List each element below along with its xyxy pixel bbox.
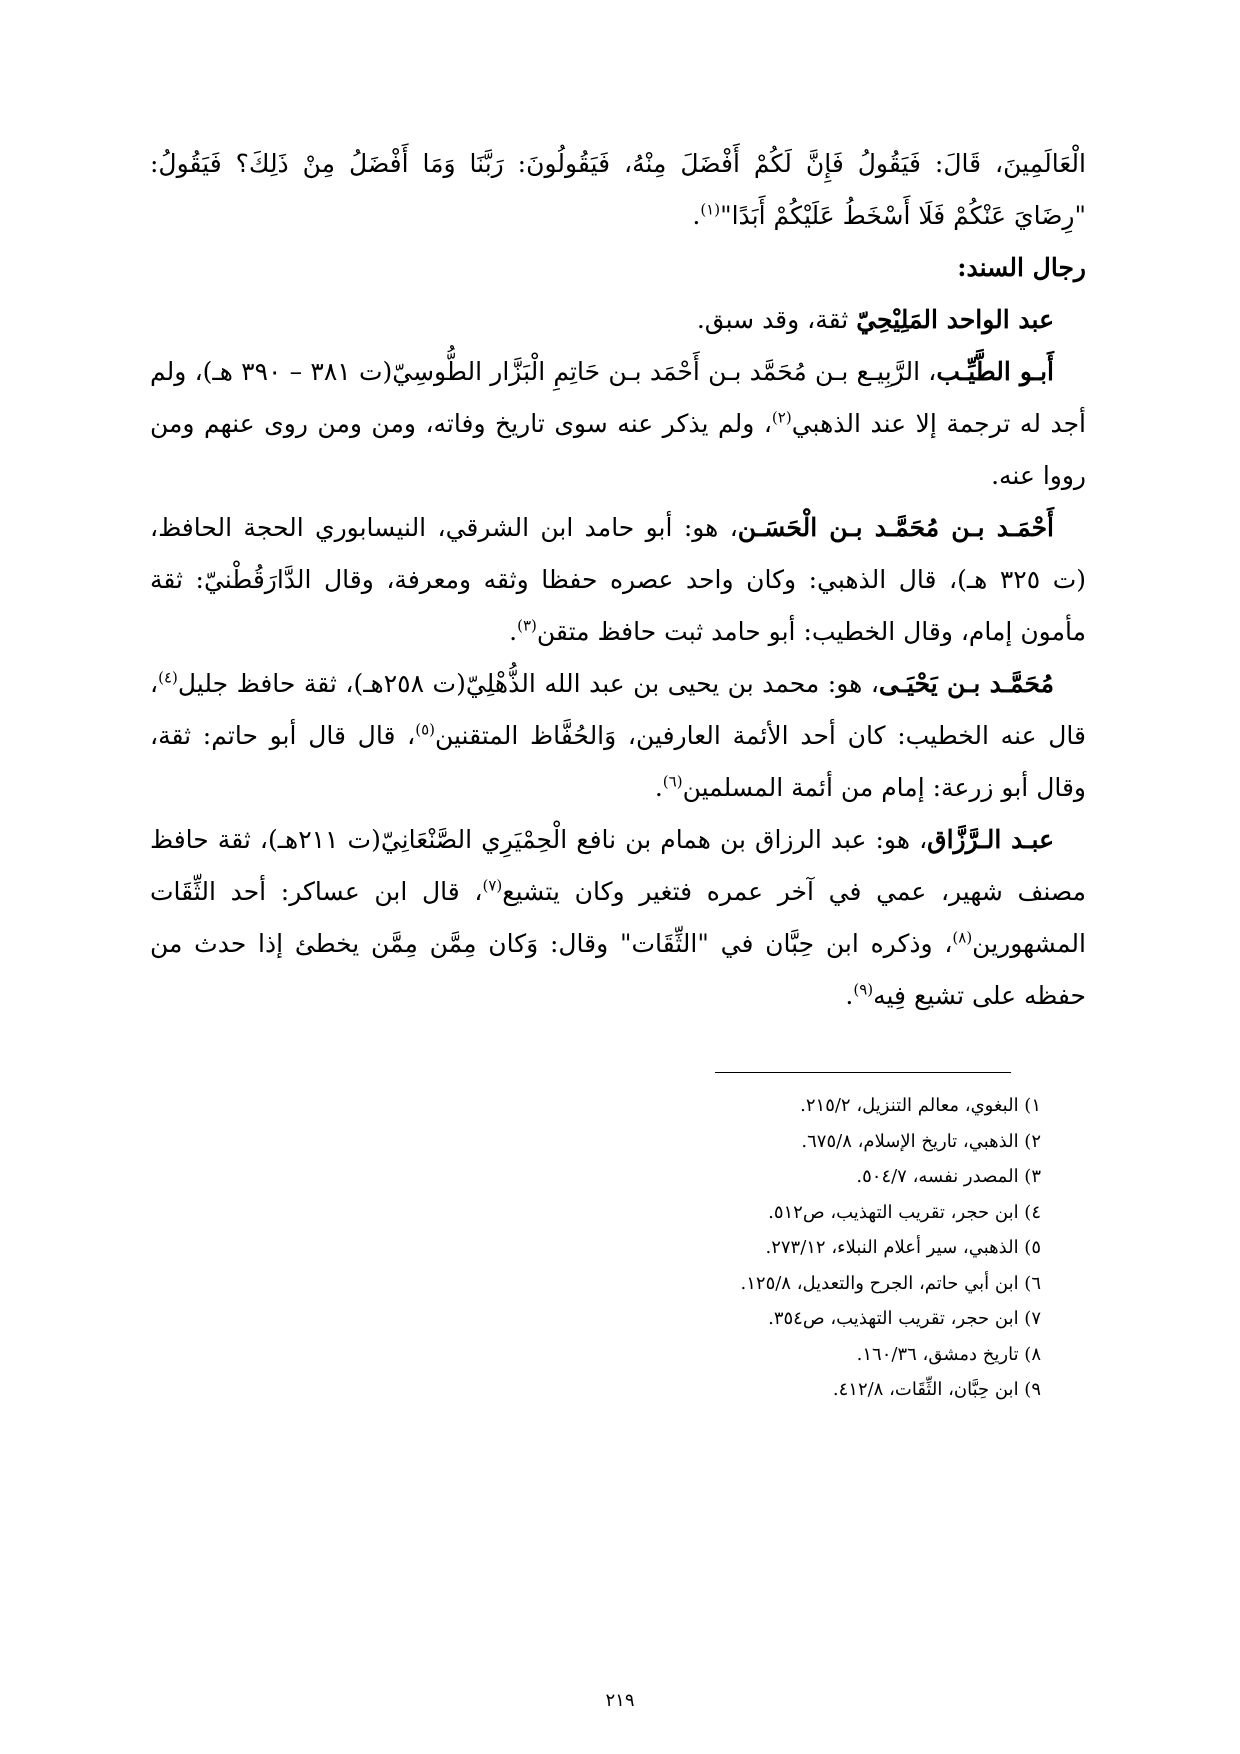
footnote-item: ٨) تاريخ دمشق، ١٦٠/٣٦. xyxy=(856,1343,1041,1365)
footnote-ref-4[interactable]: (٤) xyxy=(158,668,178,687)
intro-text: الْعَالَمِينَ، قَالَ: فَيَقُولُ فَإِنَّ لَكُمْ أَفْضَلَ مِنْهُ، فَيَقُولُونَ: رَبَّنَا وَمَا أَفْضَلُ مِنْ ذَلِكَ؟ فَيَقُولُ: "رِضَايَ عَنْكُمْ فَلَا أَسْخَطُ عَلَيْكُمْ أَبَدًا" xyxy=(150,149,1086,230)
page-body xyxy=(150,138,1086,1022)
footnote-ref-8[interactable]: (٨) xyxy=(952,928,973,947)
footnote-ref-7[interactable]: (٧) xyxy=(482,876,503,895)
narrator-end-4: . xyxy=(654,773,663,802)
narrator-text-3: ، هو: أبو حامد ابن الشرقي، النيسابوري الحجة الحافظ، (ت ٣٢٥ هـ)، قال الذهبي: وكان واحد عصره حفظا وثقه ومعرفة، وقال الدَّارَقُطْنيّ: ثقة مأمون إمام، وقال الخطيب: أبو حامد ثبت حافظ متقن xyxy=(150,513,1086,646)
narrator-text-2a: ، الرَّبِيـع بـن مُحَمَّد بـن أَحْمَد بـن حَاتِمِ الْبَزَّار الطُّوسِيّ(ت ٣٨١ – ٣٩٠ هـ)، ولم أجد له ترجمة إلا عند الذهبي xyxy=(150,357,1086,438)
footnote-ref-2[interactable]: (٢) xyxy=(771,408,792,427)
narrator-text-5a: ، هو: عبد الرزاق بن همام بن نافع الْحِمْيَرِي الصَّنْعَانِيّ(ت ٢١١هـ)، ثقة حافظ مصنف شهير، عمي في آخر عمره فتغير وكان يتشيع xyxy=(150,825,1086,906)
narrator-text-4a: ، هو: محمد بن يحيى بن عبد الله الذُّهْلِيّ(ت ٢٥٨هـ)، ثقة حافظ جليل xyxy=(177,669,879,698)
footnote-item: ٣) المصدر نفسه، ٥٠٤/٧. xyxy=(856,1166,1041,1187)
footnote-item: ٢) الذهبي، تاريخ الإسلام، ٦٧٥/٨. xyxy=(801,1130,1041,1152)
narrator-text-5c: ، وذكره ابن حِبَّان في "الثِّقَات" وقال: وَكان مِمَّن مِمَّن يخطئ إذا حدث من حفظه على تشيع فِيه xyxy=(150,929,1086,1010)
narrator-name-2: أَبـو الطَّيِّـب xyxy=(936,357,1054,386)
narrator-paragraph-1 xyxy=(150,294,1086,346)
narrator-text-5b: ، قال ابن عساكر: أحد الثِّقَات المشهورين xyxy=(150,877,1086,958)
narrator-text-4b: ، قال عنه الخطيب: كان أحد الأئمة العارفين، وَالحُفَّاظ المتقنين xyxy=(150,669,1086,750)
narrator-paragraph-2 xyxy=(150,346,1086,502)
narrator-end-5: . xyxy=(845,981,854,1010)
footnote-item: ٦) ابن أبي حاتم، الجرح والتعديل، ١٢٥/٨. xyxy=(740,1272,1041,1294)
footnote-item: ٩) ابن حِبَّان، الثِّقَات، ٤١٢/٨. xyxy=(832,1379,1041,1400)
footnote-ref-5[interactable]: (٥) xyxy=(415,720,435,739)
narrator-end-3: . xyxy=(509,617,518,646)
narrator-paragraph-4 xyxy=(150,658,1086,814)
narrator-paragraph-3 xyxy=(150,502,1086,658)
page-number: ٢١٩ xyxy=(605,1690,635,1711)
narrator-name-5: عبـد الـرَّزَّاق xyxy=(927,825,1054,854)
footnote-item: ٤) ابن حجر، تقريب التهذيب، ص٥١٢. xyxy=(768,1201,1041,1223)
narrator-text-2b: ، ولم يذكر عنه سوى تاريخ وفاته، ومن ومن روى عنهم ومن رووا عنه. xyxy=(150,409,1086,490)
footnote-item: ٥) الذهبي، سير أعلام النبلاء، ٢٧٣/١٢. xyxy=(765,1237,1041,1258)
narrator-text-1: ثقة، وقد سبق. xyxy=(696,305,857,334)
footnote-ref-9[interactable]: (٩) xyxy=(853,980,874,999)
footnote-item: ٧) ابن حجر، تقريب التهذيب، ص٣٥٤. xyxy=(768,1308,1041,1329)
footnote-ref-1[interactable]: (١) xyxy=(700,200,721,219)
footnote-ref-6[interactable]: (٦) xyxy=(662,772,683,791)
narrator-name-1: عبد الواحد المَلِيْحِيّ xyxy=(856,305,1054,334)
section-heading: رجال السند: xyxy=(957,253,1086,282)
narrator-name-3: أَحْمَـد بـن مُحَمَّـد بـن الْحَسَـن xyxy=(737,513,1054,542)
narrator-text-4c: ، قال قال أبو حاتم: ثقة، وقال أبو زرعة: إمام من أئمة المسلمين xyxy=(150,721,1086,802)
footnote-ref-3[interactable]: (٣) xyxy=(517,616,537,635)
narrator-name-4: مُحَمَّـد بـن يَحْيَـى xyxy=(878,669,1055,698)
footnote-item: ١) البغوي، معالم التنزيل، ٢١٥/٢. xyxy=(800,1095,1041,1116)
footnotes-list xyxy=(150,1088,1041,1408)
footnote-separator xyxy=(715,1072,1011,1073)
narrator-paragraph-5 xyxy=(150,814,1086,1022)
intro-end: . xyxy=(692,201,701,230)
intro-paragraph xyxy=(150,138,1086,242)
